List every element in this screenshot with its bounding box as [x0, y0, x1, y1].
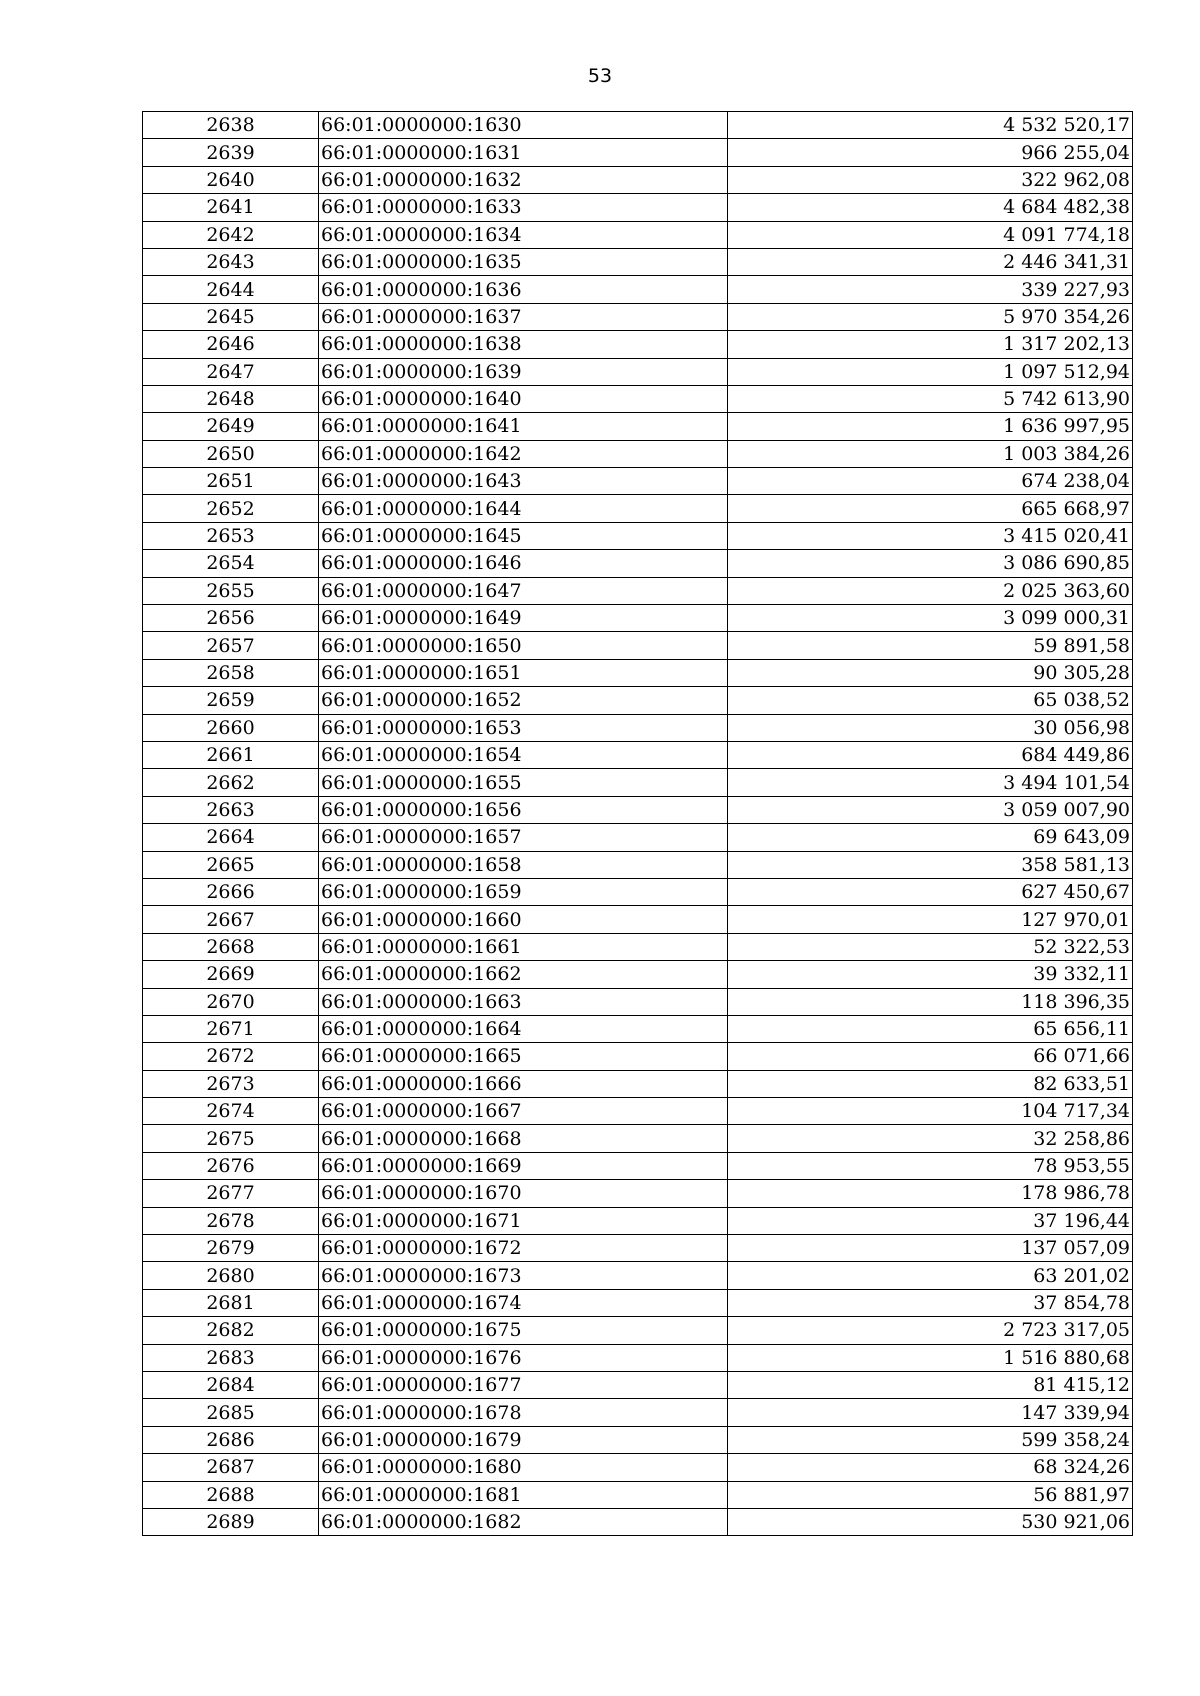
row-number-cell: 2639 [143, 139, 319, 166]
table-row [143, 1481, 1133, 1508]
row-number-cell: 2679 [143, 1235, 319, 1262]
row-number-cell: 2667 [143, 906, 319, 933]
row-number-cell: 2647 [143, 358, 319, 385]
row-number-cell: 2642 [143, 221, 319, 248]
table-row [143, 1317, 1133, 1344]
table-row [143, 1371, 1133, 1398]
table-row [143, 248, 1133, 275]
cadastral-number-cell: 66:01:0000000:1646 [319, 550, 728, 577]
table-row [143, 906, 1133, 933]
row-number-cell: 2661 [143, 741, 319, 768]
cadastral-value-cell: 59 891,58 [728, 632, 1133, 659]
row-number-cell: 2676 [143, 1152, 319, 1179]
cadastral-value-cell: 4 532 520,17 [728, 112, 1133, 139]
cadastral-value-cell: 104 717,34 [728, 1098, 1133, 1125]
cadastral-value-cell: 65 656,11 [728, 1015, 1133, 1042]
cadastral-value-cell: 90 305,28 [728, 659, 1133, 686]
cadastral-value-cell: 37 854,78 [728, 1289, 1133, 1316]
cadastral-number-cell: 66:01:0000000:1679 [319, 1426, 728, 1453]
row-number-cell: 2665 [143, 851, 319, 878]
row-number-cell: 2683 [143, 1344, 319, 1371]
cadastral-number-cell: 66:01:0000000:1642 [319, 440, 728, 467]
cadastral-number-cell: 66:01:0000000:1667 [319, 1098, 728, 1125]
table-row [143, 1152, 1133, 1179]
cadastral-value-cell: 37 196,44 [728, 1207, 1133, 1234]
cadastral-number-cell: 66:01:0000000:1666 [319, 1070, 728, 1097]
row-number-cell: 2660 [143, 714, 319, 741]
cadastral-number-cell: 66:01:0000000:1663 [319, 988, 728, 1015]
cadastral-value-cell: 2 025 363,60 [728, 577, 1133, 604]
cadastral-number-cell: 66:01:0000000:1675 [319, 1317, 728, 1344]
table-row [143, 468, 1133, 495]
row-number-cell: 2650 [143, 440, 319, 467]
cadastral-number-cell: 66:01:0000000:1673 [319, 1262, 728, 1289]
cadastral-value-cell: 3 494 101,54 [728, 769, 1133, 796]
table-row [143, 1262, 1133, 1289]
cadastral-value-cell: 1 097 512,94 [728, 358, 1133, 385]
table-row [143, 988, 1133, 1015]
row-number-cell: 2663 [143, 796, 319, 823]
cadastral-number-cell: 66:01:0000000:1681 [319, 1481, 728, 1508]
cadastral-number-cell: 66:01:0000000:1640 [319, 385, 728, 412]
cadastral-number-cell: 66:01:0000000:1643 [319, 468, 728, 495]
row-number-cell: 2669 [143, 961, 319, 988]
cadastral-number-cell: 66:01:0000000:1649 [319, 605, 728, 632]
table-row [143, 1125, 1133, 1152]
cadastral-number-cell: 66:01:0000000:1670 [319, 1180, 728, 1207]
cadastral-value-cell: 82 633,51 [728, 1070, 1133, 1097]
cadastral-value-cell: 627 450,67 [728, 878, 1133, 905]
cadastral-number-cell: 66:01:0000000:1644 [319, 495, 728, 522]
cadastral-value-cell: 81 415,12 [728, 1371, 1133, 1398]
cadastral-value-cell: 339 227,93 [728, 276, 1133, 303]
cadastral-number-cell: 66:01:0000000:1636 [319, 276, 728, 303]
row-number-cell: 2638 [143, 112, 319, 139]
table-row [143, 1015, 1133, 1042]
cadastral-value-cell: 2 723 317,05 [728, 1317, 1133, 1344]
row-number-cell: 2686 [143, 1426, 319, 1453]
table-row [143, 878, 1133, 905]
table-row [143, 687, 1133, 714]
row-number-cell: 2677 [143, 1180, 319, 1207]
cadastral-value-cell: 966 255,04 [728, 139, 1133, 166]
cadastral-number-cell: 66:01:0000000:1631 [319, 139, 728, 166]
row-number-cell: 2664 [143, 824, 319, 851]
cadastral-value-cell: 66 071,66 [728, 1043, 1133, 1070]
cadastral-number-cell: 66:01:0000000:1655 [319, 769, 728, 796]
cadastral-number-cell: 66:01:0000000:1653 [319, 714, 728, 741]
row-number-cell: 2685 [143, 1399, 319, 1426]
cadastral-value-cell: 1 003 384,26 [728, 440, 1133, 467]
cadastral-number-cell: 66:01:0000000:1674 [319, 1289, 728, 1316]
row-number-cell: 2681 [143, 1289, 319, 1316]
cadastral-number-cell: 66:01:0000000:1668 [319, 1125, 728, 1152]
row-number-cell: 2652 [143, 495, 319, 522]
row-number-cell: 2674 [143, 1098, 319, 1125]
table-row [143, 769, 1133, 796]
row-number-cell: 2678 [143, 1207, 319, 1234]
table-row [143, 1098, 1133, 1125]
row-number-cell: 2688 [143, 1481, 319, 1508]
table-row [143, 1043, 1133, 1070]
table-row [143, 1207, 1133, 1234]
table-row [143, 139, 1133, 166]
table-row [143, 276, 1133, 303]
cadastral-value-cell: 5 970 354,26 [728, 303, 1133, 330]
cadastral-number-cell: 66:01:0000000:1638 [319, 331, 728, 358]
table-row [143, 1235, 1133, 1262]
row-number-cell: 2684 [143, 1371, 319, 1398]
row-number-cell: 2655 [143, 577, 319, 604]
row-number-cell: 2651 [143, 468, 319, 495]
table-row [143, 605, 1133, 632]
row-number-cell: 2682 [143, 1317, 319, 1344]
table-row [143, 385, 1133, 412]
cadastral-number-cell: 66:01:0000000:1635 [319, 248, 728, 275]
cadastral-number-cell: 66:01:0000000:1677 [319, 1371, 728, 1398]
row-number-cell: 2672 [143, 1043, 319, 1070]
cadastral-value-cell: 56 881,97 [728, 1481, 1133, 1508]
row-number-cell: 2659 [143, 687, 319, 714]
cadastral-number-cell: 66:01:0000000:1659 [319, 878, 728, 905]
table-row [143, 961, 1133, 988]
cadastral-value-cell: 63 201,02 [728, 1262, 1133, 1289]
row-number-cell: 2658 [143, 659, 319, 686]
cadastral-value-cell: 68 324,26 [728, 1454, 1133, 1481]
row-number-cell: 2645 [143, 303, 319, 330]
table-row [143, 522, 1133, 549]
row-number-cell: 2648 [143, 385, 319, 412]
cadastral-number-cell: 66:01:0000000:1633 [319, 194, 728, 221]
cadastral-number-cell: 66:01:0000000:1657 [319, 824, 728, 851]
cadastral-number-cell: 66:01:0000000:1641 [319, 413, 728, 440]
cadastral-value-cell: 530 921,06 [728, 1508, 1133, 1535]
cadastral-value-cell: 599 358,24 [728, 1426, 1133, 1453]
row-number-cell: 2670 [143, 988, 319, 1015]
table-row [143, 824, 1133, 851]
row-number-cell: 2654 [143, 550, 319, 577]
cadastral-value-cell: 52 322,53 [728, 933, 1133, 960]
cadastral-number-cell: 66:01:0000000:1645 [319, 522, 728, 549]
table-row [143, 714, 1133, 741]
cadastral-value-cell: 674 238,04 [728, 468, 1133, 495]
cadastral-value-cell: 4 684 482,38 [728, 194, 1133, 221]
table-body [143, 112, 1133, 1536]
table-row [143, 440, 1133, 467]
table-row [143, 851, 1133, 878]
table-row [143, 495, 1133, 522]
cadastral-value-cell: 5 742 613,90 [728, 385, 1133, 412]
cadastral-value-table [142, 111, 1133, 1536]
cadastral-number-cell: 66:01:0000000:1661 [319, 933, 728, 960]
row-number-cell: 2643 [143, 248, 319, 275]
cadastral-number-cell: 66:01:0000000:1665 [319, 1043, 728, 1070]
cadastral-number-cell: 66:01:0000000:1632 [319, 166, 728, 193]
cadastral-number-cell: 66:01:0000000:1650 [319, 632, 728, 659]
cadastral-number-cell: 66:01:0000000:1682 [319, 1508, 728, 1535]
row-number-cell: 2641 [143, 194, 319, 221]
row-number-cell: 2662 [143, 769, 319, 796]
cadastral-number-cell: 66:01:0000000:1662 [319, 961, 728, 988]
cadastral-value-cell: 2 446 341,31 [728, 248, 1133, 275]
table-row [143, 1399, 1133, 1426]
cadastral-value-cell: 1 516 880,68 [728, 1344, 1133, 1371]
table-row [143, 632, 1133, 659]
cadastral-value-cell: 1 317 202,13 [728, 331, 1133, 358]
cadastral-number-cell: 66:01:0000000:1654 [319, 741, 728, 768]
table-row [143, 1508, 1133, 1535]
cadastral-number-cell: 66:01:0000000:1656 [319, 796, 728, 823]
cadastral-value-cell: 65 038,52 [728, 687, 1133, 714]
cadastral-value-cell: 78 953,55 [728, 1152, 1133, 1179]
table-row [143, 331, 1133, 358]
table-row [143, 550, 1133, 577]
cadastral-number-cell: 66:01:0000000:1647 [319, 577, 728, 604]
cadastral-value-cell: 178 986,78 [728, 1180, 1133, 1207]
table-row [143, 796, 1133, 823]
cadastral-value-cell: 127 970,01 [728, 906, 1133, 933]
table-row [143, 1454, 1133, 1481]
table-row [143, 112, 1133, 139]
cadastral-value-cell: 665 668,97 [728, 495, 1133, 522]
cadastral-number-cell: 66:01:0000000:1652 [319, 687, 728, 714]
table-row [143, 358, 1133, 385]
cadastral-number-cell: 66:01:0000000:1634 [319, 221, 728, 248]
row-number-cell: 2673 [143, 1070, 319, 1097]
table-row [143, 577, 1133, 604]
cadastral-number-cell: 66:01:0000000:1680 [319, 1454, 728, 1481]
cadastral-value-cell: 1 636 997,95 [728, 413, 1133, 440]
row-number-cell: 2666 [143, 878, 319, 905]
table-row [143, 933, 1133, 960]
table-row [143, 166, 1133, 193]
cadastral-value-cell: 684 449,86 [728, 741, 1133, 768]
cadastral-number-cell: 66:01:0000000:1678 [319, 1399, 728, 1426]
cadastral-value-cell: 30 056,98 [728, 714, 1133, 741]
table-row [143, 221, 1133, 248]
table-row [143, 413, 1133, 440]
cadastral-value-cell: 4 091 774,18 [728, 221, 1133, 248]
cadastral-number-cell: 66:01:0000000:1671 [319, 1207, 728, 1234]
cadastral-number-cell: 66:01:0000000:1664 [319, 1015, 728, 1042]
table-row [143, 1289, 1133, 1316]
cadastral-value-cell: 147 339,94 [728, 1399, 1133, 1426]
cadastral-value-cell: 3 415 020,41 [728, 522, 1133, 549]
row-number-cell: 2689 [143, 1508, 319, 1535]
row-number-cell: 2680 [143, 1262, 319, 1289]
cadastral-number-cell: 66:01:0000000:1658 [319, 851, 728, 878]
cadastral-value-cell: 3 086 690,85 [728, 550, 1133, 577]
row-number-cell: 2687 [143, 1454, 319, 1481]
table-row [143, 1344, 1133, 1371]
cadastral-value-cell: 69 643,09 [728, 824, 1133, 851]
cadastral-value-cell: 118 396,35 [728, 988, 1133, 1015]
cadastral-value-cell: 3 099 000,31 [728, 605, 1133, 632]
row-number-cell: 2668 [143, 933, 319, 960]
cadastral-value-cell: 137 057,09 [728, 1235, 1133, 1262]
cadastral-value-cell: 358 581,13 [728, 851, 1133, 878]
table-row [143, 659, 1133, 686]
cadastral-number-cell: 66:01:0000000:1637 [319, 303, 728, 330]
row-number-cell: 2671 [143, 1015, 319, 1042]
row-number-cell: 2646 [143, 331, 319, 358]
table-row [143, 741, 1133, 768]
row-number-cell: 2649 [143, 413, 319, 440]
row-number-cell: 2656 [143, 605, 319, 632]
cadastral-value-cell: 39 332,11 [728, 961, 1133, 988]
table-row [143, 194, 1133, 221]
table-row [143, 1426, 1133, 1453]
cadastral-number-cell: 66:01:0000000:1651 [319, 659, 728, 686]
row-number-cell: 2657 [143, 632, 319, 659]
cadastral-number-cell: 66:01:0000000:1639 [319, 358, 728, 385]
row-number-cell: 2675 [143, 1125, 319, 1152]
page-number: 53 [587, 65, 613, 87]
cadastral-value-cell: 32 258,86 [728, 1125, 1133, 1152]
cadastral-value-cell: 3 059 007,90 [728, 796, 1133, 823]
cadastral-number-cell: 66:01:0000000:1669 [319, 1152, 728, 1179]
cadastral-number-cell: 66:01:0000000:1630 [319, 112, 728, 139]
row-number-cell: 2653 [143, 522, 319, 549]
cadastral-number-cell: 66:01:0000000:1660 [319, 906, 728, 933]
table-row [143, 303, 1133, 330]
cadastral-number-cell: 66:01:0000000:1676 [319, 1344, 728, 1371]
cadastral-number-cell: 66:01:0000000:1672 [319, 1235, 728, 1262]
row-number-cell: 2644 [143, 276, 319, 303]
table-row [143, 1180, 1133, 1207]
table-row [143, 1070, 1133, 1097]
row-number-cell: 2640 [143, 166, 319, 193]
cadastral-value-cell: 322 962,08 [728, 166, 1133, 193]
